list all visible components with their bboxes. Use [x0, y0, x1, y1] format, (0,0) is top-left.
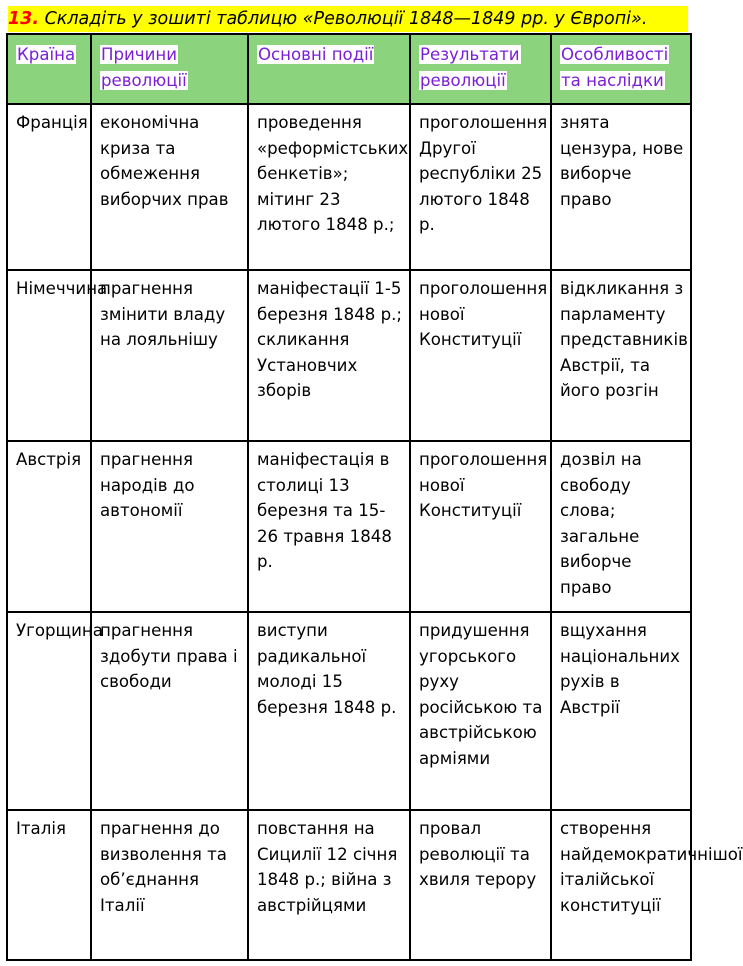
- cell-events: маніфестації 1-5 березня 1848 р.; скликання Установчих зборів: [248, 270, 410, 441]
- cell-features: дозвіл на свободу слова; загальне виборче право: [551, 441, 691, 612]
- table-row: [7, 612, 691, 810]
- cell-causes: прагнення до визволення та об’єднання Італії: [91, 810, 248, 960]
- cell-causes: економічна криза та обмеження виборчих прав: [91, 104, 248, 270]
- cell-results: проголошення нової Конституції: [410, 270, 551, 441]
- cell-causes: прагнення змінити владу на лояльнішу: [91, 270, 248, 441]
- cell-events: виступи радикальної молоді 15 березня 1848 р.: [248, 612, 410, 810]
- cell-causes: прагнення народів до автономії: [91, 441, 248, 612]
- table-row: [7, 441, 691, 612]
- cell-events: маніфестація в столиці 13 березня та 15-26 травня 1848 р.: [248, 441, 410, 612]
- cell-causes: прагнення здобути права і свободи: [91, 612, 248, 810]
- cell-features: вщухання національних рухів в Австрії: [551, 612, 691, 810]
- header-events: Основні події: [248, 34, 410, 104]
- cell-country: Німеччина: [7, 270, 91, 441]
- cell-features: відкликання з парламенту представників Австрії, та його розгін: [551, 270, 691, 441]
- cell-country: Франція: [7, 104, 91, 270]
- revolutions-table: [6, 33, 743, 961]
- header-features: Особливості та наслідки: [551, 34, 691, 104]
- task-text: Складіть у зошиті таблицю «Революції 1848—1849 рр. у Європі».: [39, 9, 648, 29]
- header-country: Країна: [7, 34, 91, 104]
- cell-features: створення найдемократичнішої італійської конституції: [551, 810, 691, 960]
- table-header-row: [7, 34, 691, 104]
- cell-results: придушення угорського руху російською та австрійською арміями: [410, 612, 551, 810]
- header-causes: Причини революції: [91, 34, 248, 104]
- cell-country: Австрія: [7, 441, 91, 612]
- table-row: [7, 810, 691, 960]
- cell-features: знята цензура, нове виборче право: [551, 104, 691, 270]
- cell-events: повстання на Сицилії 12 січня 1848 р.; війна з австрійцями: [248, 810, 410, 960]
- cell-country: Італія: [7, 810, 91, 960]
- task-title: [8, 6, 688, 32]
- table-row: [7, 270, 691, 441]
- cell-results: провал революції та хвиля терору: [410, 810, 551, 960]
- cell-events: проведення «реформістських бенкетів»; мітинг 23 лютого 1848 р.;: [248, 104, 410, 270]
- cell-results: проголошення нової Конституції: [410, 441, 551, 612]
- header-results: Результати революції: [410, 34, 551, 104]
- cell-country: Угорщина: [7, 612, 91, 810]
- table-row: [7, 104, 691, 270]
- cell-results: проголошення Другої республіки 25 лютого 1848 р.: [410, 104, 551, 270]
- task-number: 13.: [8, 9, 40, 29]
